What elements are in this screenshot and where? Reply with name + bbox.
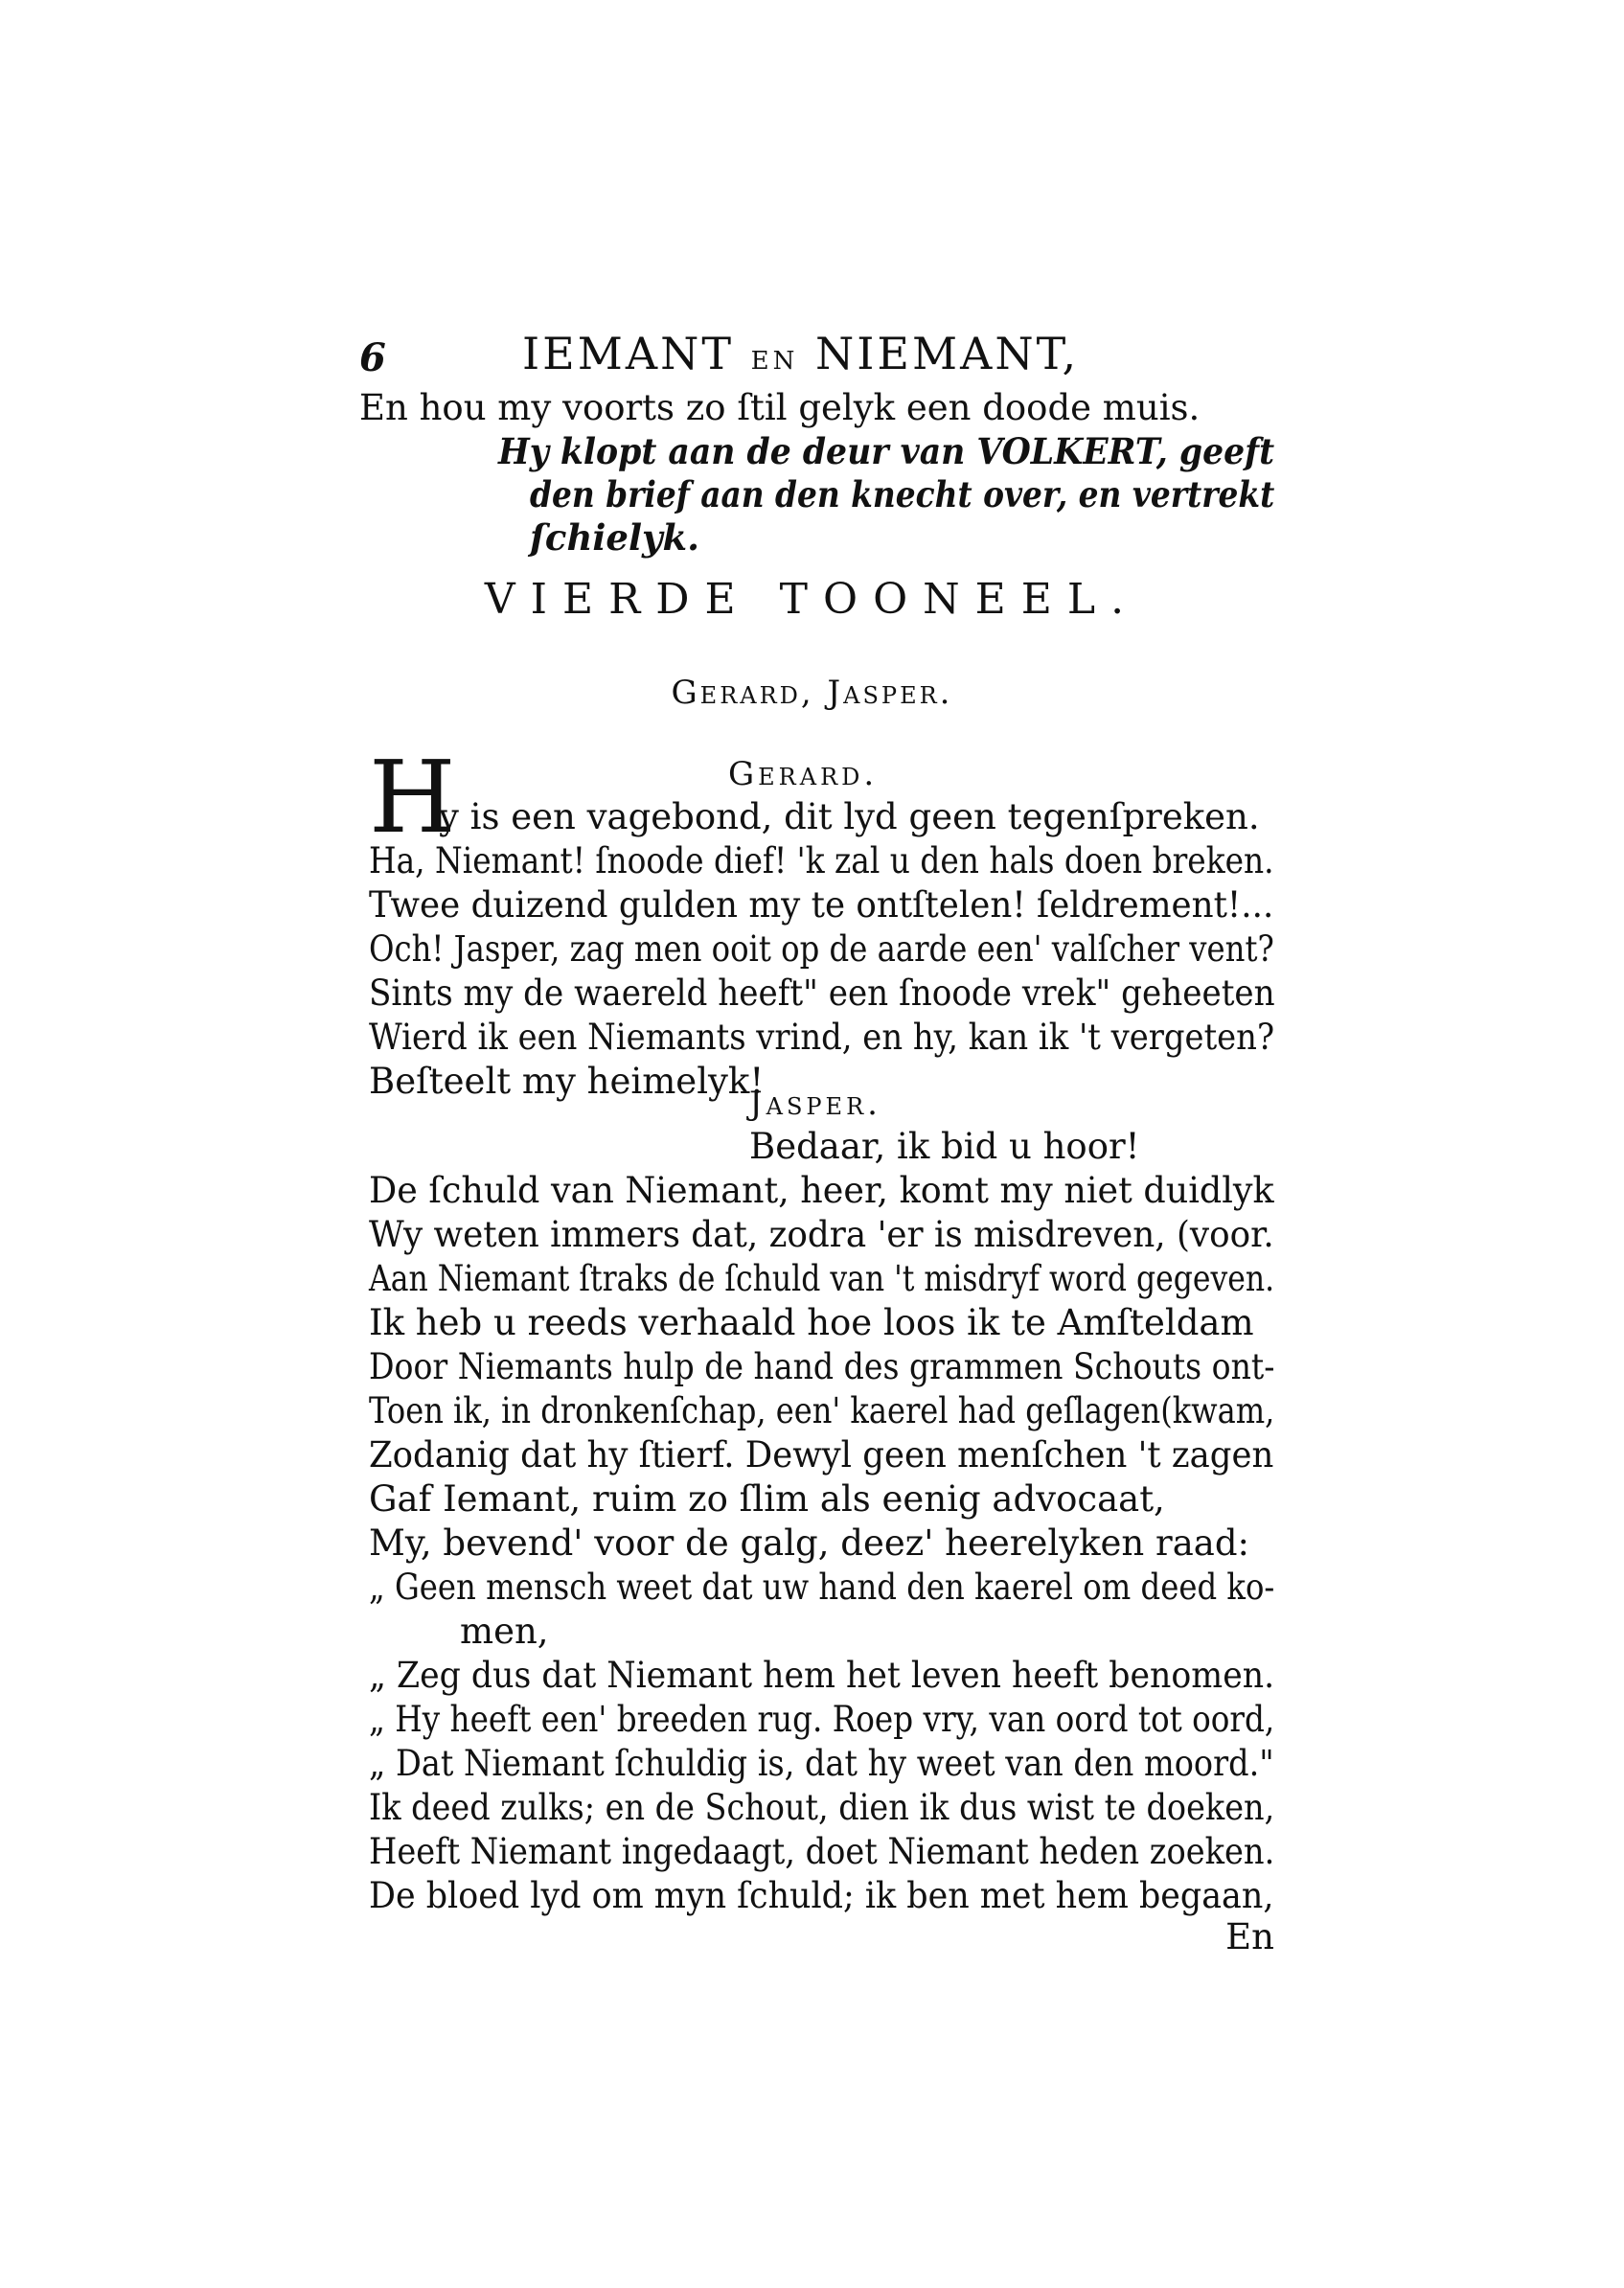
running-title — [522, 328, 1079, 379]
quoted-verse-line: men, — [460, 1611, 549, 1652]
quoted-verse-line: „ Zeg dus dat Niemant hem het leven heeft benomen. — [369, 1655, 1275, 1696]
verse-line: Toen ik, in dronkenſchap, een' kaerel had geſlagen(kwam, — [369, 1390, 1275, 1431]
verse-line: Ha, Niemant! ſnoode dief! 'k zal u den hals doen breken. — [369, 840, 1274, 881]
verse-line: Gaf Iemant, ruim zo ſlim als eenig advocaat, — [369, 1478, 1165, 1520]
verse-line: Wierd ik een Niemants vrind, en hy, kan ik 't vergeten? — [369, 1017, 1275, 1058]
verse-line: Zodanig dat hy ſtierf. Dewyl geen menſchen 't zagen — [369, 1434, 1274, 1476]
quoted-verse-line: „ Hy heeft een' breeden rug. Roep vry, van oord tot oord, — [369, 1699, 1275, 1740]
verse-line: Heeft Niemant ingedaagt, doet Niemant heden zoeken. — [369, 1831, 1275, 1872]
running-title-part2: NIEMANT, — [815, 328, 1080, 379]
speaker-name-jasper: Jasper. — [749, 1085, 881, 1123]
drop-cap: H — [369, 739, 456, 856]
opening-line: En hou my voorts zo ſtil gelyk een doode muis. — [359, 387, 1201, 428]
verse-line: Sints my de waereld heeft" een ſnoode vrek" geheeten — [369, 972, 1275, 1014]
verse-line: Door Niemants hulp de hand des grammen Schouts ont- — [369, 1346, 1275, 1387]
verse-line: De ſchuld van Niemant, heer, komt my niet duidlyk — [369, 1170, 1274, 1211]
scene-title: VIERDE TOONEEL. — [484, 575, 1140, 624]
verse-line: Ik deed zulks; en de Schout, dien ik dus wist te doeken, — [369, 1787, 1275, 1828]
verse-line: Wy weten immers dat, zodra 'er is misdreven, (voor. — [369, 1214, 1274, 1255]
page-number: 6 — [359, 335, 386, 380]
scene-characters: Gerard, Jasper. — [671, 674, 953, 712]
verse-line: De bloed lyd om myn ſchuld; ik ben met hem begaan, — [369, 1875, 1274, 1916]
stage-direction-line: Hy klopt aan de deur van VOLKERT, geeft — [498, 430, 1275, 472]
running-title-joiner: EN — [750, 347, 799, 376]
quoted-verse-line: „ Geen mensch weet dat uw hand den kaerel om deed ko- — [369, 1567, 1275, 1608]
verse-line: Ik heb u reeds verhaald hoe loos ik te Amſteldam — [369, 1302, 1254, 1343]
stage-direction-line: ſchielyk. — [530, 516, 700, 559]
verse-line: Twee duizend gulden my te ontſtelen! ſeldrement!... — [369, 884, 1274, 926]
running-title-part1: IEMANT — [522, 328, 735, 379]
speaker-name-gerard: Gerard. — [728, 755, 879, 793]
verse-line: Och! Jasper, zag men ooit op de aarde een' valſcher vent? — [369, 928, 1274, 970]
verse-line: Beſteelt my heimelyk! — [369, 1061, 765, 1102]
verse-line: Aan Niemant ſtraks de ſchuld van 't misdryf word gegeven. — [369, 1258, 1275, 1299]
verse-line: Bedaar, ik bid u hoor! — [749, 1126, 1140, 1167]
catchword: En — [1225, 1916, 1274, 1957]
quoted-verse-line: „ Dat Niemant ſchuldig is, dat hy weet van den moord." — [369, 1743, 1274, 1784]
verse-line: My, bevend' voor de galg, deez' heerelyken raad: — [369, 1522, 1249, 1564]
stage-direction-line: den brief aan den knecht over, en vertrekt — [530, 473, 1275, 515]
verse-line: y is een vagebond, dit lyd geen tegenſpreken. — [439, 796, 1260, 837]
